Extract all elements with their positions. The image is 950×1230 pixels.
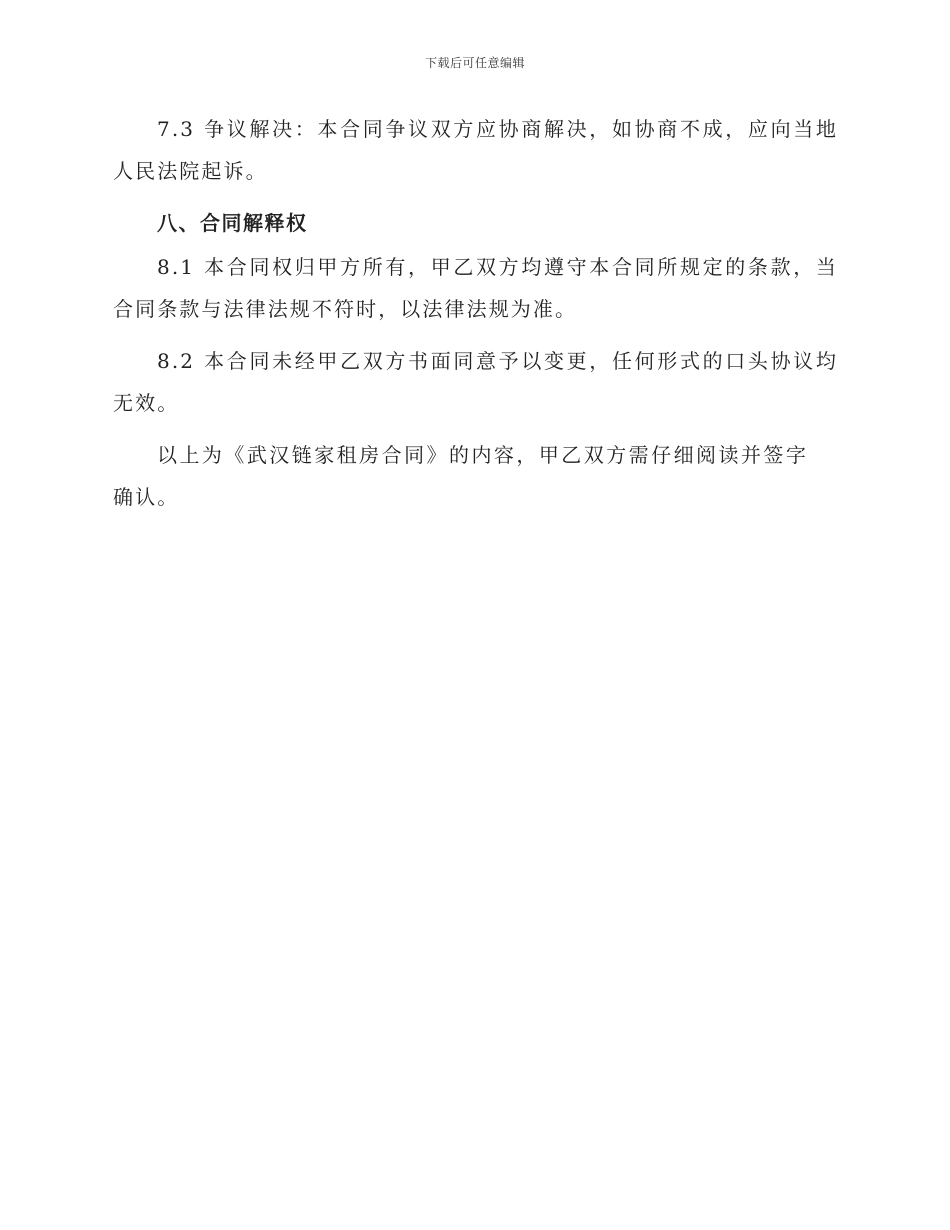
clause-7-3: 7.3 争议解决：本合同争议双方应协商解决，如协商不成，应向当地人民法院起诉。 (113, 117, 838, 183)
page-header-note: 下载后可任意编辑 (424, 56, 525, 70)
section-heading-8: 八、合同解释权 (157, 211, 308, 235)
closing-paragraph: 以上为《武汉链家租房合同》的内容，甲乙双方需仔细阅读并签字确认。 (113, 443, 808, 509)
clause-8-1: 8.1 本合同权归甲方所有，甲乙双方均遵守本合同所规定的条款，当合同条款与法律法规不符时，以法律法规为准。 (113, 255, 838, 321)
document-body (113, 108, 838, 528)
clause-8-2: 8.2 本合同未经甲乙双方书面同意予以变更，任何形式的口头协议均无效。 (113, 349, 838, 415)
